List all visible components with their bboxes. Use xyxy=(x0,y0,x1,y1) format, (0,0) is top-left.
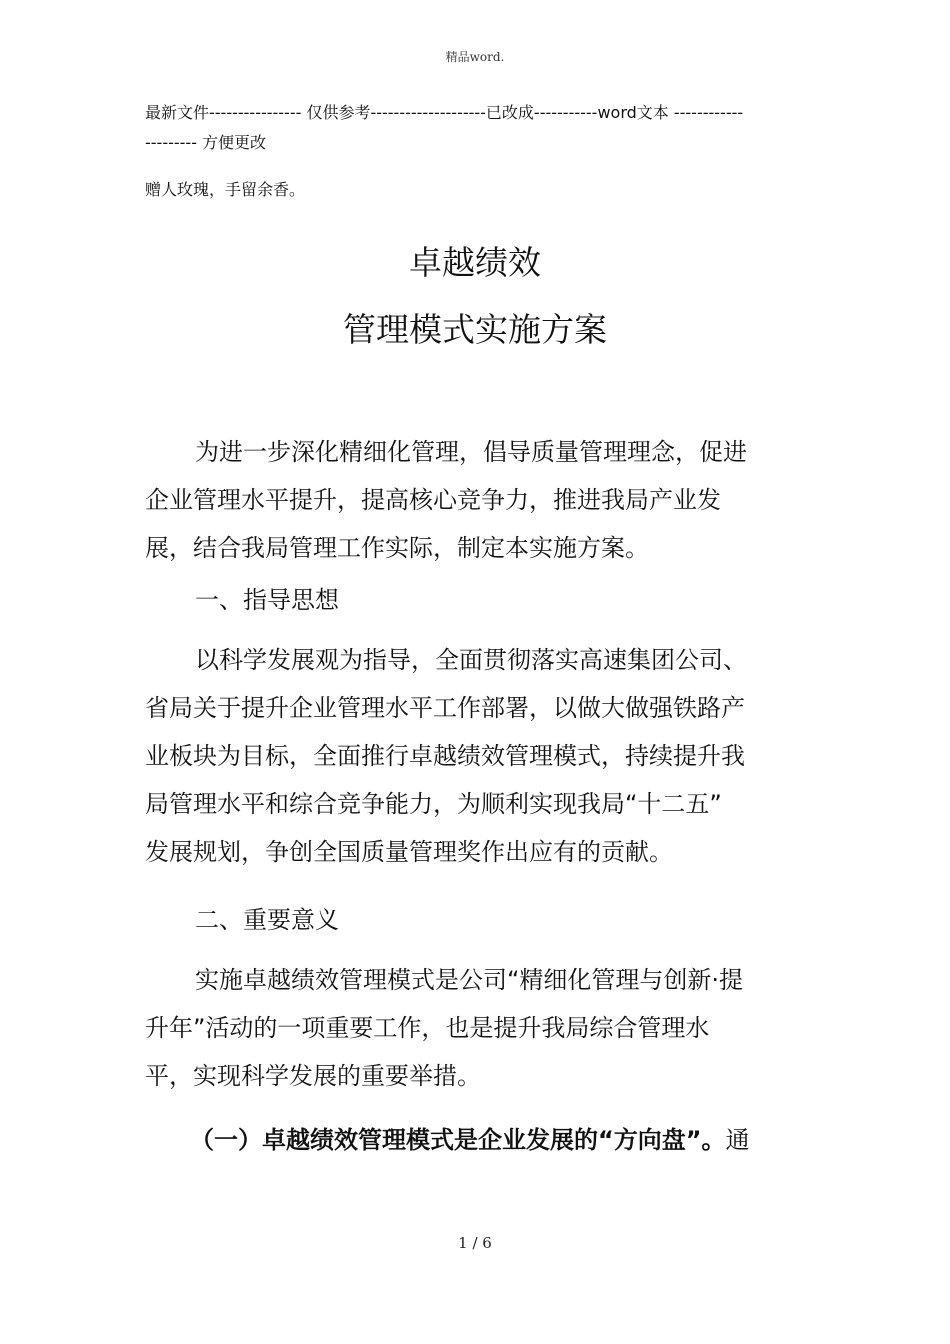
section-2-heading: 二、重要意义 xyxy=(195,906,339,934)
section-1-line-5: 发展规划，争创全国质量管理奖作出应有的贡献。 xyxy=(145,838,673,866)
section-1-line-1: 以科学发展观为指导，全面贯彻落实高速集团公司、 xyxy=(195,646,747,674)
intro-line-2: 企业管理水平提升，提高核心竞争力，推进我局产业发 xyxy=(145,486,721,514)
notice-line-1: 最新文件---------------- 仅供参考--------------------已改成-----------word文本 ------------ xyxy=(145,103,744,122)
notice-line-2: --------- 方便更改 xyxy=(145,133,267,152)
page-number: 1 / 6 xyxy=(458,1234,492,1252)
document-title-line-1: 卓越绩效 xyxy=(409,243,541,282)
section-2-line-2: 升年”活动的一项重要工作，也是提升我局综合管理水 xyxy=(145,1014,710,1042)
section-2-line-3: 平，实现科学发展的重要举措。 xyxy=(145,1062,481,1090)
section-1-heading: 一、指导思想 xyxy=(195,586,339,614)
subsection-1-line xyxy=(190,1122,750,1158)
subsection-1-heading: （一）卓越绩效管理模式是企业发展的“方向盘”。 xyxy=(190,1126,726,1154)
section-1-line-3: 业板块为目标，全面推行卓越绩效管理模式，持续提升我 xyxy=(145,742,745,770)
section-2-line-1: 实施卓越绩效管理模式是公司“精细化管理与创新·提 xyxy=(195,966,744,994)
document-title-line-2: 管理模式实施方案 xyxy=(343,310,607,349)
section-1-line-2: 省局关于提升企业管理水平工作部署，以做大做强铁路产 xyxy=(145,694,745,722)
header-watermark: 精品word. xyxy=(445,50,505,64)
intro-line-1: 为进一步深化精细化管理，倡导质量管理理念，促进 xyxy=(195,438,747,466)
gift-line: 赠人玫瑰，手留余香。 xyxy=(145,180,306,199)
section-1-line-4: 局管理水平和综合竞争能力，为顺利实现我局“十二五” xyxy=(145,790,722,818)
intro-line-3: 展，结合我局管理工作实际，制定本实施方案。 xyxy=(145,534,649,562)
subsection-1-tail: 通 xyxy=(725,1126,750,1154)
